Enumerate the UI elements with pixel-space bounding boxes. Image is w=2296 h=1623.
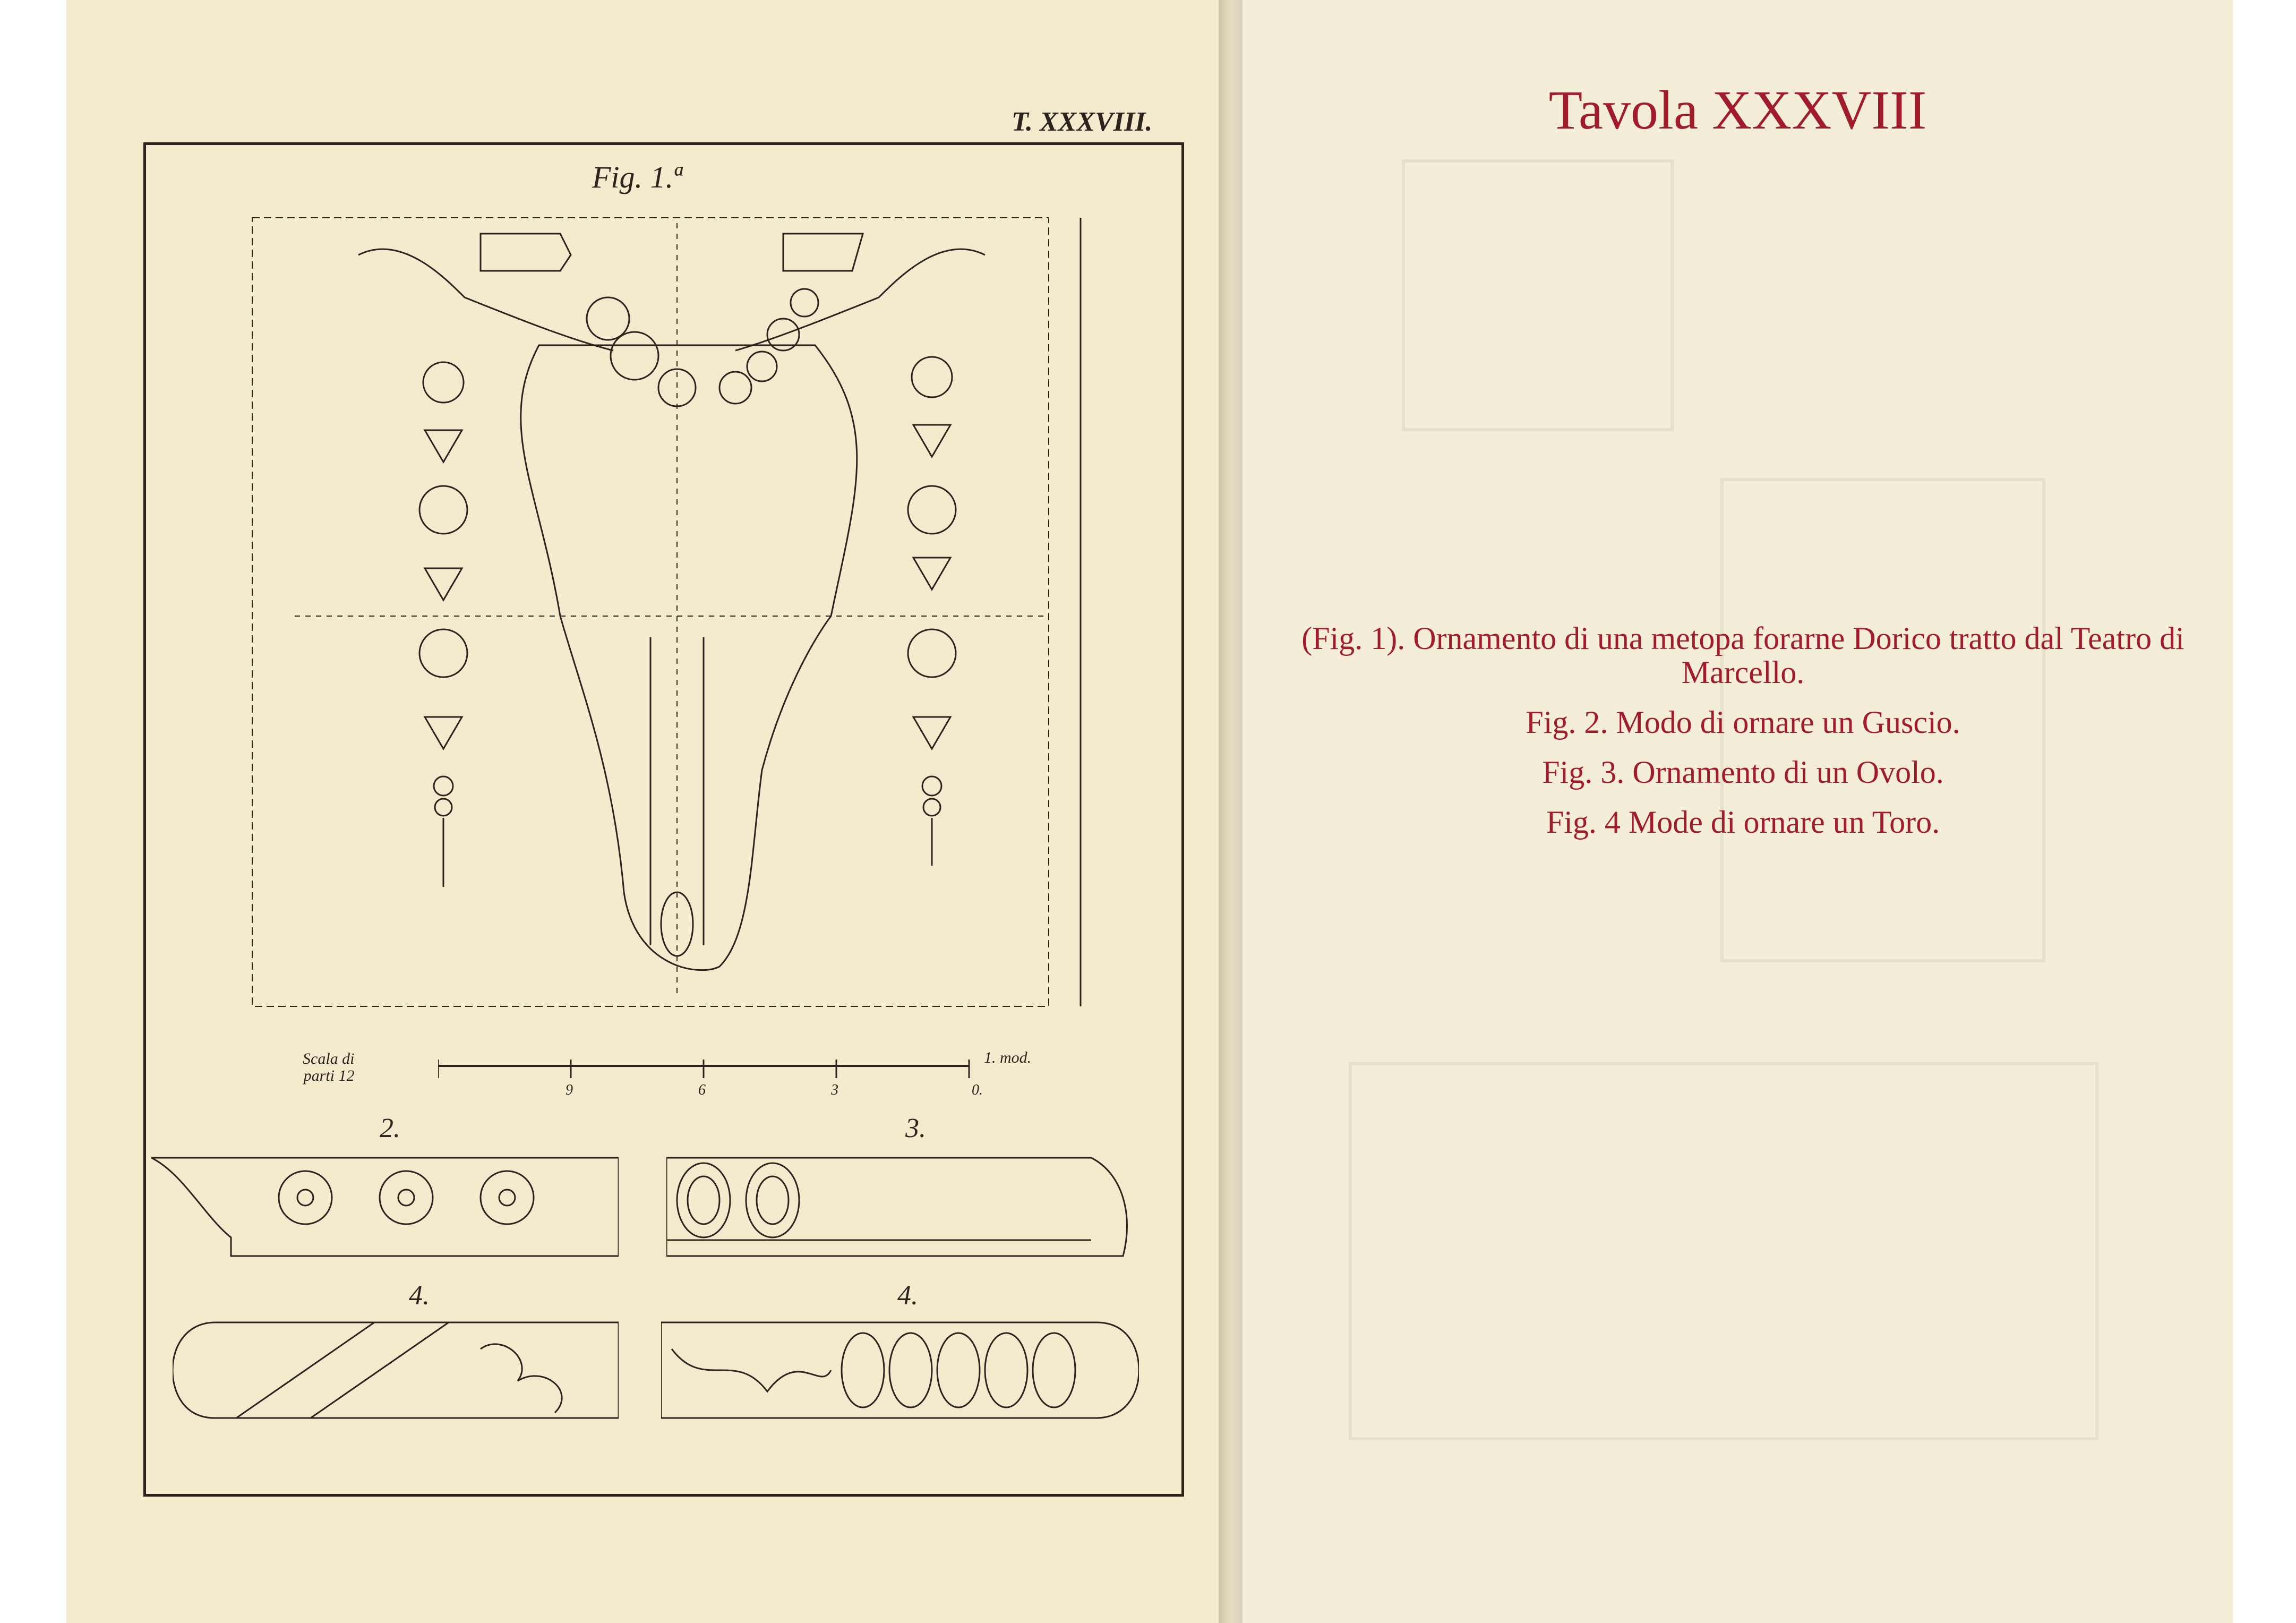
caption-fig-2: Fig. 2. Modo di ornare un Guscio. (1526, 705, 1960, 740)
right-page-captions (1243, 0, 2233, 1623)
scale-label (303, 1050, 355, 1084)
show-through-ornament (1402, 159, 1674, 431)
figure-1-label: Fig. 1.ª (592, 160, 682, 194)
toro-ornament-leaves (173, 1317, 619, 1423)
guscio-ornament (151, 1152, 619, 1259)
caption-list (1253, 621, 2233, 855)
figure-4a-number: 4. (409, 1280, 430, 1311)
bucranium-metope-drawing (242, 212, 1144, 1020)
caption-fig-3: Fig. 3. Ornamento di un Ovolo. (1542, 755, 1944, 790)
figure-4b-number: 4. (897, 1280, 918, 1311)
ovolo-ornament (666, 1152, 1144, 1259)
caption-fig-1: (Fig. 1). Ornamento di una metopa forarne Dorico tratto dal Teatro di Marcello. (1301, 621, 2184, 690)
left-page-plate (66, 0, 1219, 1623)
plate-number: T. XXXVIII. (1012, 107, 1153, 137)
toro-ornament-ovoli (661, 1317, 1139, 1423)
scale-tick-6: 6 (698, 1082, 706, 1097)
figure-2-number: 2. (380, 1113, 400, 1143)
scale-tick-0: 0. (972, 1082, 983, 1097)
scale-label-line1: Scala di (303, 1050, 355, 1067)
scale-end-label: 1. mod. (984, 1049, 1032, 1066)
plate-title: Tavola XXXVIII (1548, 80, 1927, 141)
scale-bar (438, 1054, 990, 1097)
scale-tick-3: 3 (831, 1082, 838, 1097)
show-through-ornament (1349, 1062, 2098, 1440)
scale-tick-9: 9 (566, 1082, 573, 1097)
caption-fig-4: Fig. 4 Mode di ornare un Toro. (1546, 805, 1940, 840)
book-gutter (1219, 0, 1243, 1623)
scale-label-line2: parti 12 (303, 1067, 355, 1084)
figure-3-number: 3. (905, 1113, 926, 1143)
